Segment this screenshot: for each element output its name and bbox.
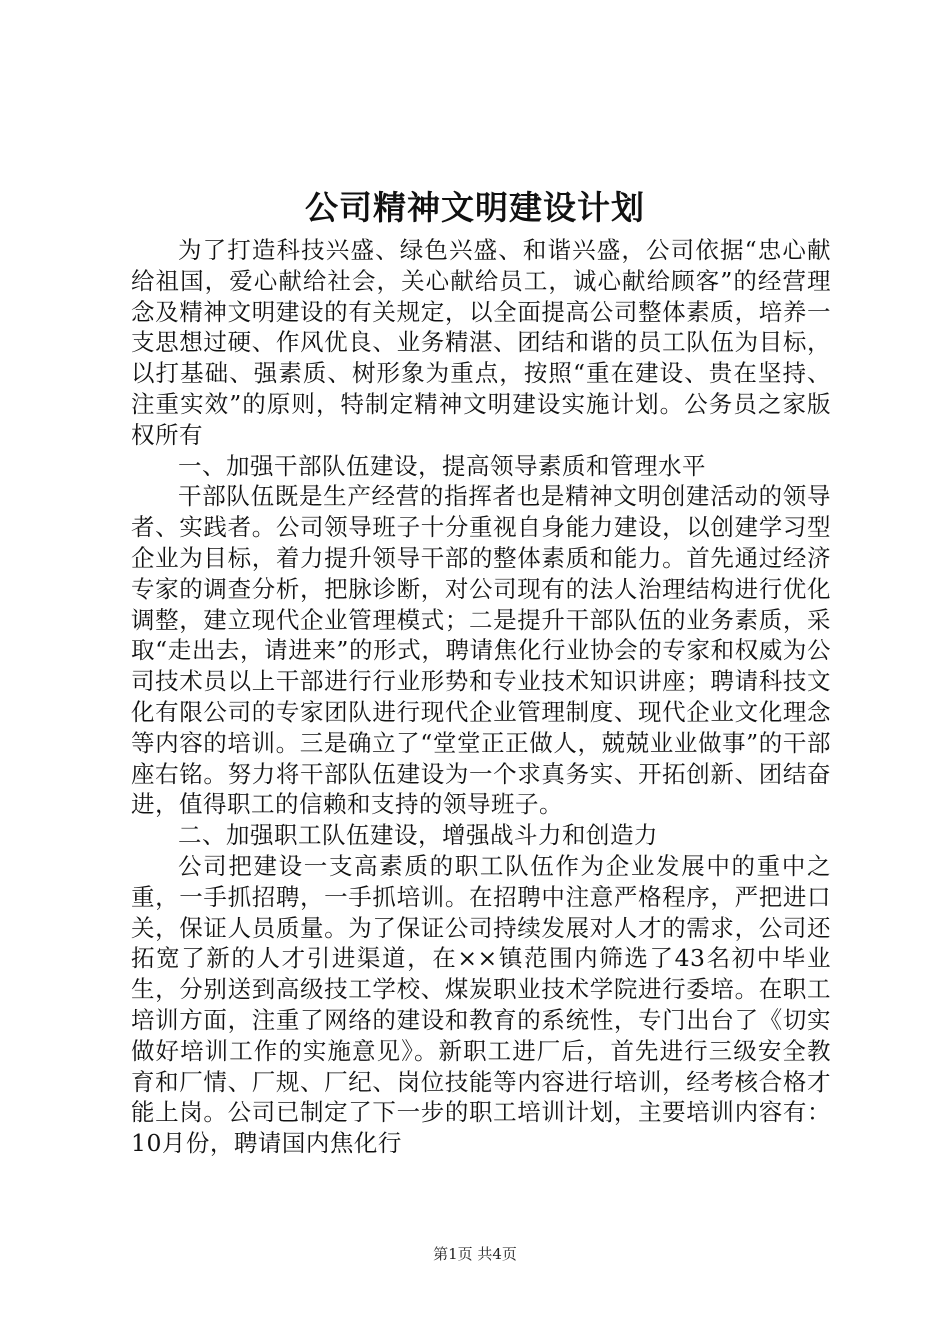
intro-paragraph: 为了打造科技兴盛、绿色兴盛、和谐兴盛，公司依据“忠心献给祖国，爱心献给社会，关心献给员工，诚心献给顾客”的经营理念及精神文明建设的有关规定，以全面提高公司整体素质，培养一支思想过硬、作风优良、业务精湛、团结和谐的员工队伍为目标，以打基础、强素质、树形象为重点，按照“重在建设、贵在坚持、注重实效”的原则，特制定精神文明建设实施计划。公务员之家版权所有 bbox=[131, 236, 831, 449]
page-number-footer: 第1页 共4页 bbox=[433, 1245, 517, 1263]
section-heading-2: 二、加强职工队伍建设，增强战斗力和创造力 bbox=[178, 821, 658, 850]
document-title: 公司精神文明建设计划 bbox=[305, 188, 645, 227]
section-heading-1: 一、加强干部队伍建设，提高领导素质和管理水平 bbox=[178, 451, 706, 480]
section-2-paragraph: 公司把建设一支高素质的职工队伍作为企业发展中的重中之重，一手抓招聘，一手抓培训。在招聘中注意严格程序，严把进口关，保证人员质量。为了保证公司持续发展对人才的需求，公司还拓宽了新的人才引进渠道，在××镇范围内筛选了43名初中毕业生，分别送到高级技工学校、煤炭职业技术学院进行委培。在职工培训方面，注重了网络的建设和教育的系统性，专门出台了《切实做好培训工作的实施意见》。新职工进厂后，首先进行三级安全教育和厂情、厂规、厂纪、岗位技能等内容进行培训，经考核合格才能上岗。公司已制定了下一步的职工培训计划，主要培训内容有：10月份，聘请国内焦化行 bbox=[131, 851, 831, 1158]
section-1-paragraph: 干部队伍既是生产经营的指挥者也是精神文明创建活动的领导者、实践者。公司领导班子十分重视自身能力建设，以创建学习型企业为目标，着力提升领导干部的整体素质和能力。首先通过经济专家的调查分析，把脉诊断，对公司现有的法人治理结构进行优化调整，建立现代企业管理模式；二是提升干部队伍的业务素质，采取“走出去，请进来”的形式，聘请焦化行业协会的专家和权威为公司技术员以上干部进行行业形势和专业技术知识讲座；聘请科技文化有限公司的专家团队进行现代企业管理制度、现代企业文化理念等内容的培训。三是确立了“堂堂正正做人，兢兢业业做事”的干部座右铭。努力将干部队伍建设为一个求真务实、开拓创新、团结奋进，值得职工的信赖和支持的领导班子。 bbox=[131, 482, 831, 819]
document-body bbox=[131, 235, 831, 1159]
